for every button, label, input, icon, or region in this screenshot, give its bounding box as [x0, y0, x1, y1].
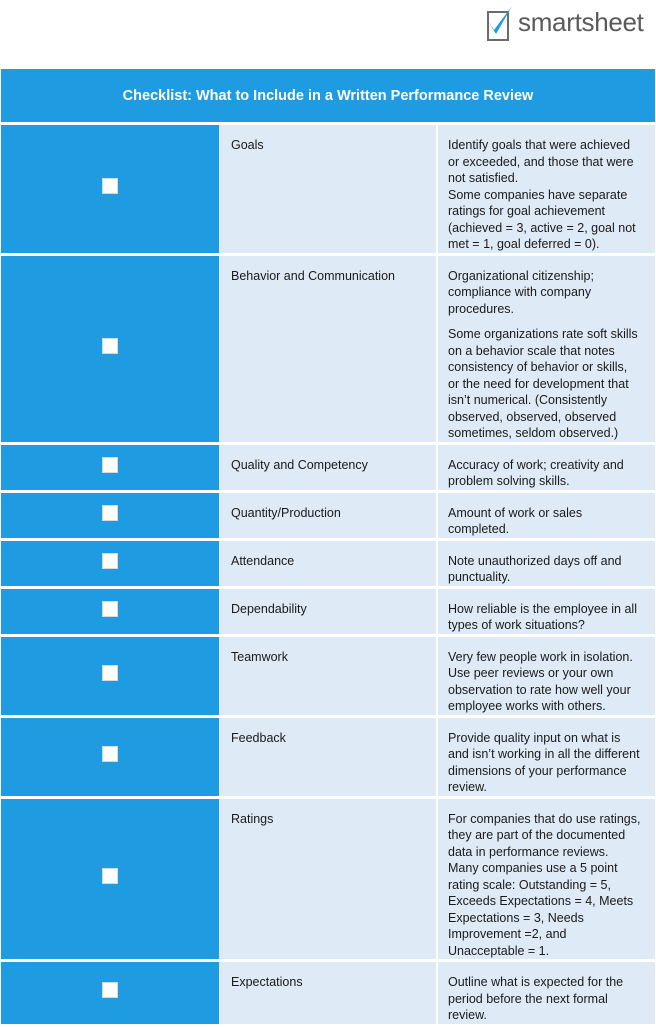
- checklist-row-quantity: [1, 491, 655, 539]
- checklist-row-behavior: [1, 254, 655, 443]
- checkbox[interactable]: [102, 553, 118, 569]
- checklist-row-quality: [1, 443, 655, 491]
- checklist-row-feedback: [1, 716, 655, 797]
- checkbox[interactable]: [102, 178, 118, 194]
- item-label: Ratings: [219, 797, 437, 961]
- item-description: How reliable is the employee in all types of work situations?: [437, 587, 655, 635]
- item-label: Goals: [219, 124, 437, 255]
- item-label: Dependability: [219, 587, 437, 635]
- item-description: For companies that do use ratings, they are part of the documented data in performance reviews. Many companies use a 5 point rating scale: Outstanding = 5, Exceeds Expectations = 4, Meets Expectations = 3, Needs Improvement =2, and Unacceptable = 1.: [437, 797, 655, 961]
- checkbox[interactable]: [102, 868, 118, 884]
- item-description: Note unauthorized days off and punctuality.: [437, 539, 655, 587]
- item-description: Very few people work in isolation. Use peer reviews or your own observation to rate how well your employee works with others.: [437, 635, 655, 716]
- checklist-row-attendance: [1, 539, 655, 587]
- checklist-row-expectations: [1, 961, 655, 1026]
- checkmark-logo-icon: [484, 4, 518, 44]
- item-description: Organizational citizenship; compliance with company procedures. Some organizations rate soft skills on a behavior scale that notes consistency of behavior or skills, or the need for development that isn’t numerical. (Consistently observed, observed, observed sometimes, seldom observed.): [437, 254, 655, 443]
- item-label: Expectations: [219, 961, 437, 1026]
- item-description: Amount of work or sales completed.: [437, 491, 655, 539]
- checkbox[interactable]: [102, 338, 118, 354]
- item-label: Teamwork: [219, 635, 437, 716]
- checkbox[interactable]: [102, 505, 118, 521]
- checkbox[interactable]: [102, 457, 118, 473]
- checkbox[interactable]: [102, 746, 118, 762]
- checkbox[interactable]: [102, 665, 118, 681]
- checklist-table: [1, 69, 655, 1027]
- item-label: Quantity/Production: [219, 491, 437, 539]
- checklist-row-ratings: [1, 797, 655, 961]
- item-description: Accuracy of work; creativity and problem solving skills.: [437, 443, 655, 491]
- smartsheet-logo: [484, 4, 654, 44]
- item-label: Quality and Competency: [219, 443, 437, 491]
- checklist-title: Checklist: What to Include in a Written Performance Review: [1, 69, 655, 124]
- checklist-row-dependability: [1, 587, 655, 635]
- brand-name: smartsheet: [518, 7, 644, 37]
- checkbox[interactable]: [102, 982, 118, 998]
- item-description: Outline what is expected for the period before the next formal review.: [437, 961, 655, 1026]
- item-label: Feedback: [219, 716, 437, 797]
- item-label: Behavior and Communication: [219, 254, 437, 443]
- item-description: Provide quality input on what is and isn’t working in all the different dimensions of your performance review.: [437, 716, 655, 797]
- checklist-row-teamwork: [1, 635, 655, 716]
- item-description: Identify goals that were achieved or exceeded, and those that were not satisfied. Some companies have separate ratings for goal achievement (achieved = 3, active = 2, goal not met = 1, goal deferred = 0).: [437, 124, 655, 255]
- checkbox[interactable]: [102, 601, 118, 617]
- item-label: Attendance: [219, 539, 437, 587]
- checklist-row-goals: [1, 124, 655, 255]
